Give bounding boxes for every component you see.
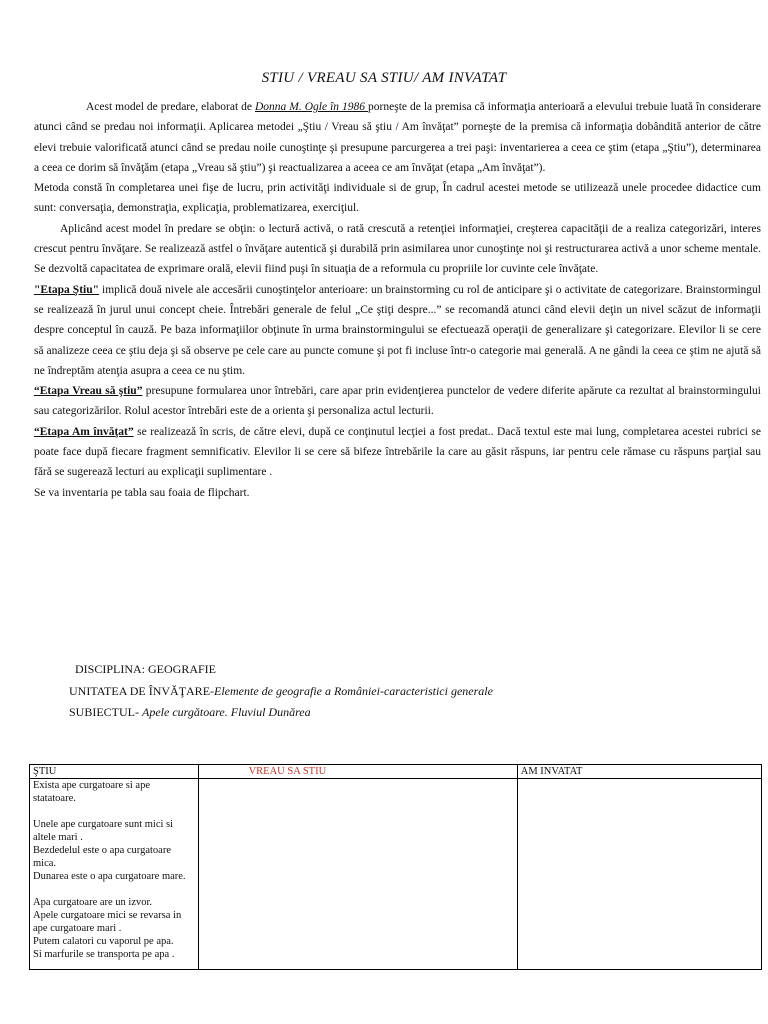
closing-paragraph: Se va inventaria pe tabla sau foaia de flipchart. [34,486,250,499]
table-body-row [30,779,762,970]
subiectul-label: SUBIECTUL- [69,705,142,719]
vreau-sa-stiu-cell [198,779,517,970]
etapa-vreau-label: “Etapa Vreau să ştiu” [34,385,143,398]
etapa-vreau-paragraph [34,381,761,422]
stiu-item: Si marfurile se transporta pe apa . [33,949,175,960]
header-stiu: ŞTIU [30,765,199,779]
document-body [34,97,761,503]
method-paragraph: Metoda constă în completarea unei fişe de lucru, prin activităţi individuale si de grup, În cadrul acestei metode se utilizează unele procedee didactice cum sunt: conversaţia, demonstraţia, explicaţia, problematizarea, exerciţiul. [34,182,761,215]
table-header-row [30,765,762,779]
header-am-invatat: AM INVATAT [517,765,761,779]
benefits-paragraph: Aplicând acest model în predare se obţin: o lectură activă, o rată crescută a retenţiei informaţiei, creşterea capacităţii de a realiza categorizări, interes crescut pentru învăţare. Se realizează astfel o învăţare autentică şi durabilă prin asimilarea unor cunoştinţe noi şi restructurarea activă a unor scheme mentale. Se dezvoltă capacitatea de exprimare orală, elevii fiind puşi în situaţia de a reformula cu propriile lor cuvinte cele învăţate. [34,222,761,276]
kwl-table [29,764,762,970]
stiu-item: Apa curgatoare are un izvor. [33,897,153,908]
header-vreau-sa-stiu: VREAU SA STIU [198,765,517,779]
stiu-cell [30,779,199,970]
unitatea-value: Elemente de geografie a României-caracteristici generale [214,684,493,698]
stiu-item: Apele curgatoare mici se revarsa in ape curgatoare mari . [33,910,182,934]
am-invatat-cell [517,779,761,970]
stiu-item: Unele ape curgatoare sunt mici si altele mari . [33,819,174,843]
stiu-item: Putem calatori cu vaporul pe apa. [33,936,174,947]
etapa-vreau-text: presupune formularea unor întrebări, care apar prin evidenţierea punctelor de vedere diferite apărute ca rezultat al brainstormingului sau categorizărilor. Rolul acestor întrebări este de a orienta şi personaliza actul lecturii. [34,385,761,418]
author-reference: Donna M. Ogle în 1986 [255,101,369,113]
etapa-stiu-paragraph [34,280,761,381]
etapa-am-text: se realizează în scris, de către elevi, după ce conţinutul lecţiei a fost predat.. Dacă textul este mai lung, completarea acestei rubrici se poate face după fiecare fragment semnificativ. Elevilor li se cere să bifeze întrebările la care au găsit răspuns, iar pentru cele rămase cu răspuns parţial sau fără se sugerează lecturi au explicaţii suplimentare . [34,425,761,479]
subiectul-line [69,705,311,720]
intro-text-start: Acest model de predare, elaborat de [86,101,255,113]
unitatea-line [69,684,493,699]
etapa-stiu-text: implică două nivele ale accesării cunoştinţelor anterioare: un brainstorming cu rol de anticipare şi o activitate de categorizare. Brainstormingul se realizează în jurul unui concept cheie. Întrebări generale de felul „Ce ştiţi despre...” se recomandă atunci când elevii deţin un nivel scăzut de informaţii despre conceptul în cauză. Pe baza informaţiilor obţinute în urma brainstormingului se efectuează operaţii de generalizare şi categorizare. Elevilor li se cere să analizeze ceea ce ştiu deja şi să observe pe cele care au puncte comune şi pot fi incluse într-o categorie mai generală. A ne gândi la ceea ce ştim ne ajută să ne îndreptăm atenţia asupra a ceea ce nu ştim. [34,283,762,377]
etapa-am-paragraph [34,422,761,483]
unitatea-label: UNITATEA DE ÎNVĂŢARE- [69,684,215,698]
stiu-item: Bezdedelul este o apa curgatoare mica. [33,845,171,869]
stiu-spacer [33,883,195,896]
etapa-stiu-label: "Etapa Ştiu" [34,283,100,296]
subiectul-value: Apele curgătoare. Fluviul Dunărea [142,705,311,719]
etapa-am-label: “Etapa Am învăţat” [34,425,134,438]
stiu-item: Dunarea este o apa curgatoare mare. [33,871,186,882]
intro-text-end: porneşte de la premisa că informaţia anterioară a elevului trebuie luată în considerare atunci când se predau noi informaţii. Aplicarea metodei „Ştiu / Vreau să ştiu / Am învăţat” porneşte de la premisa că informaţia dobândită anterior de către elevi trebuie valorificată atunci când se predau noile cunoştinţe şi presupune parcurgerea a trei paşi: inventarierea a ceea ce ştim (etapa „Ştiu”), determinarea a ceea ce dorim să învăţăm (etapa „Vreau să ştiu”) şi reactualizarea a aceea ce am învăţat (etapa „Am învăţat”). [34,101,761,174]
disciplina-line: DISCIPLINA: GEOGRAFIE [75,662,216,676]
intro-paragraph [34,97,761,178]
page-title: STIU / VREAU SA STIU/ AM INVATAT [261,70,507,86]
stiu-spacer [33,805,195,818]
stiu-item: Exista ape curgatoare si ape statatoare. [33,780,151,804]
